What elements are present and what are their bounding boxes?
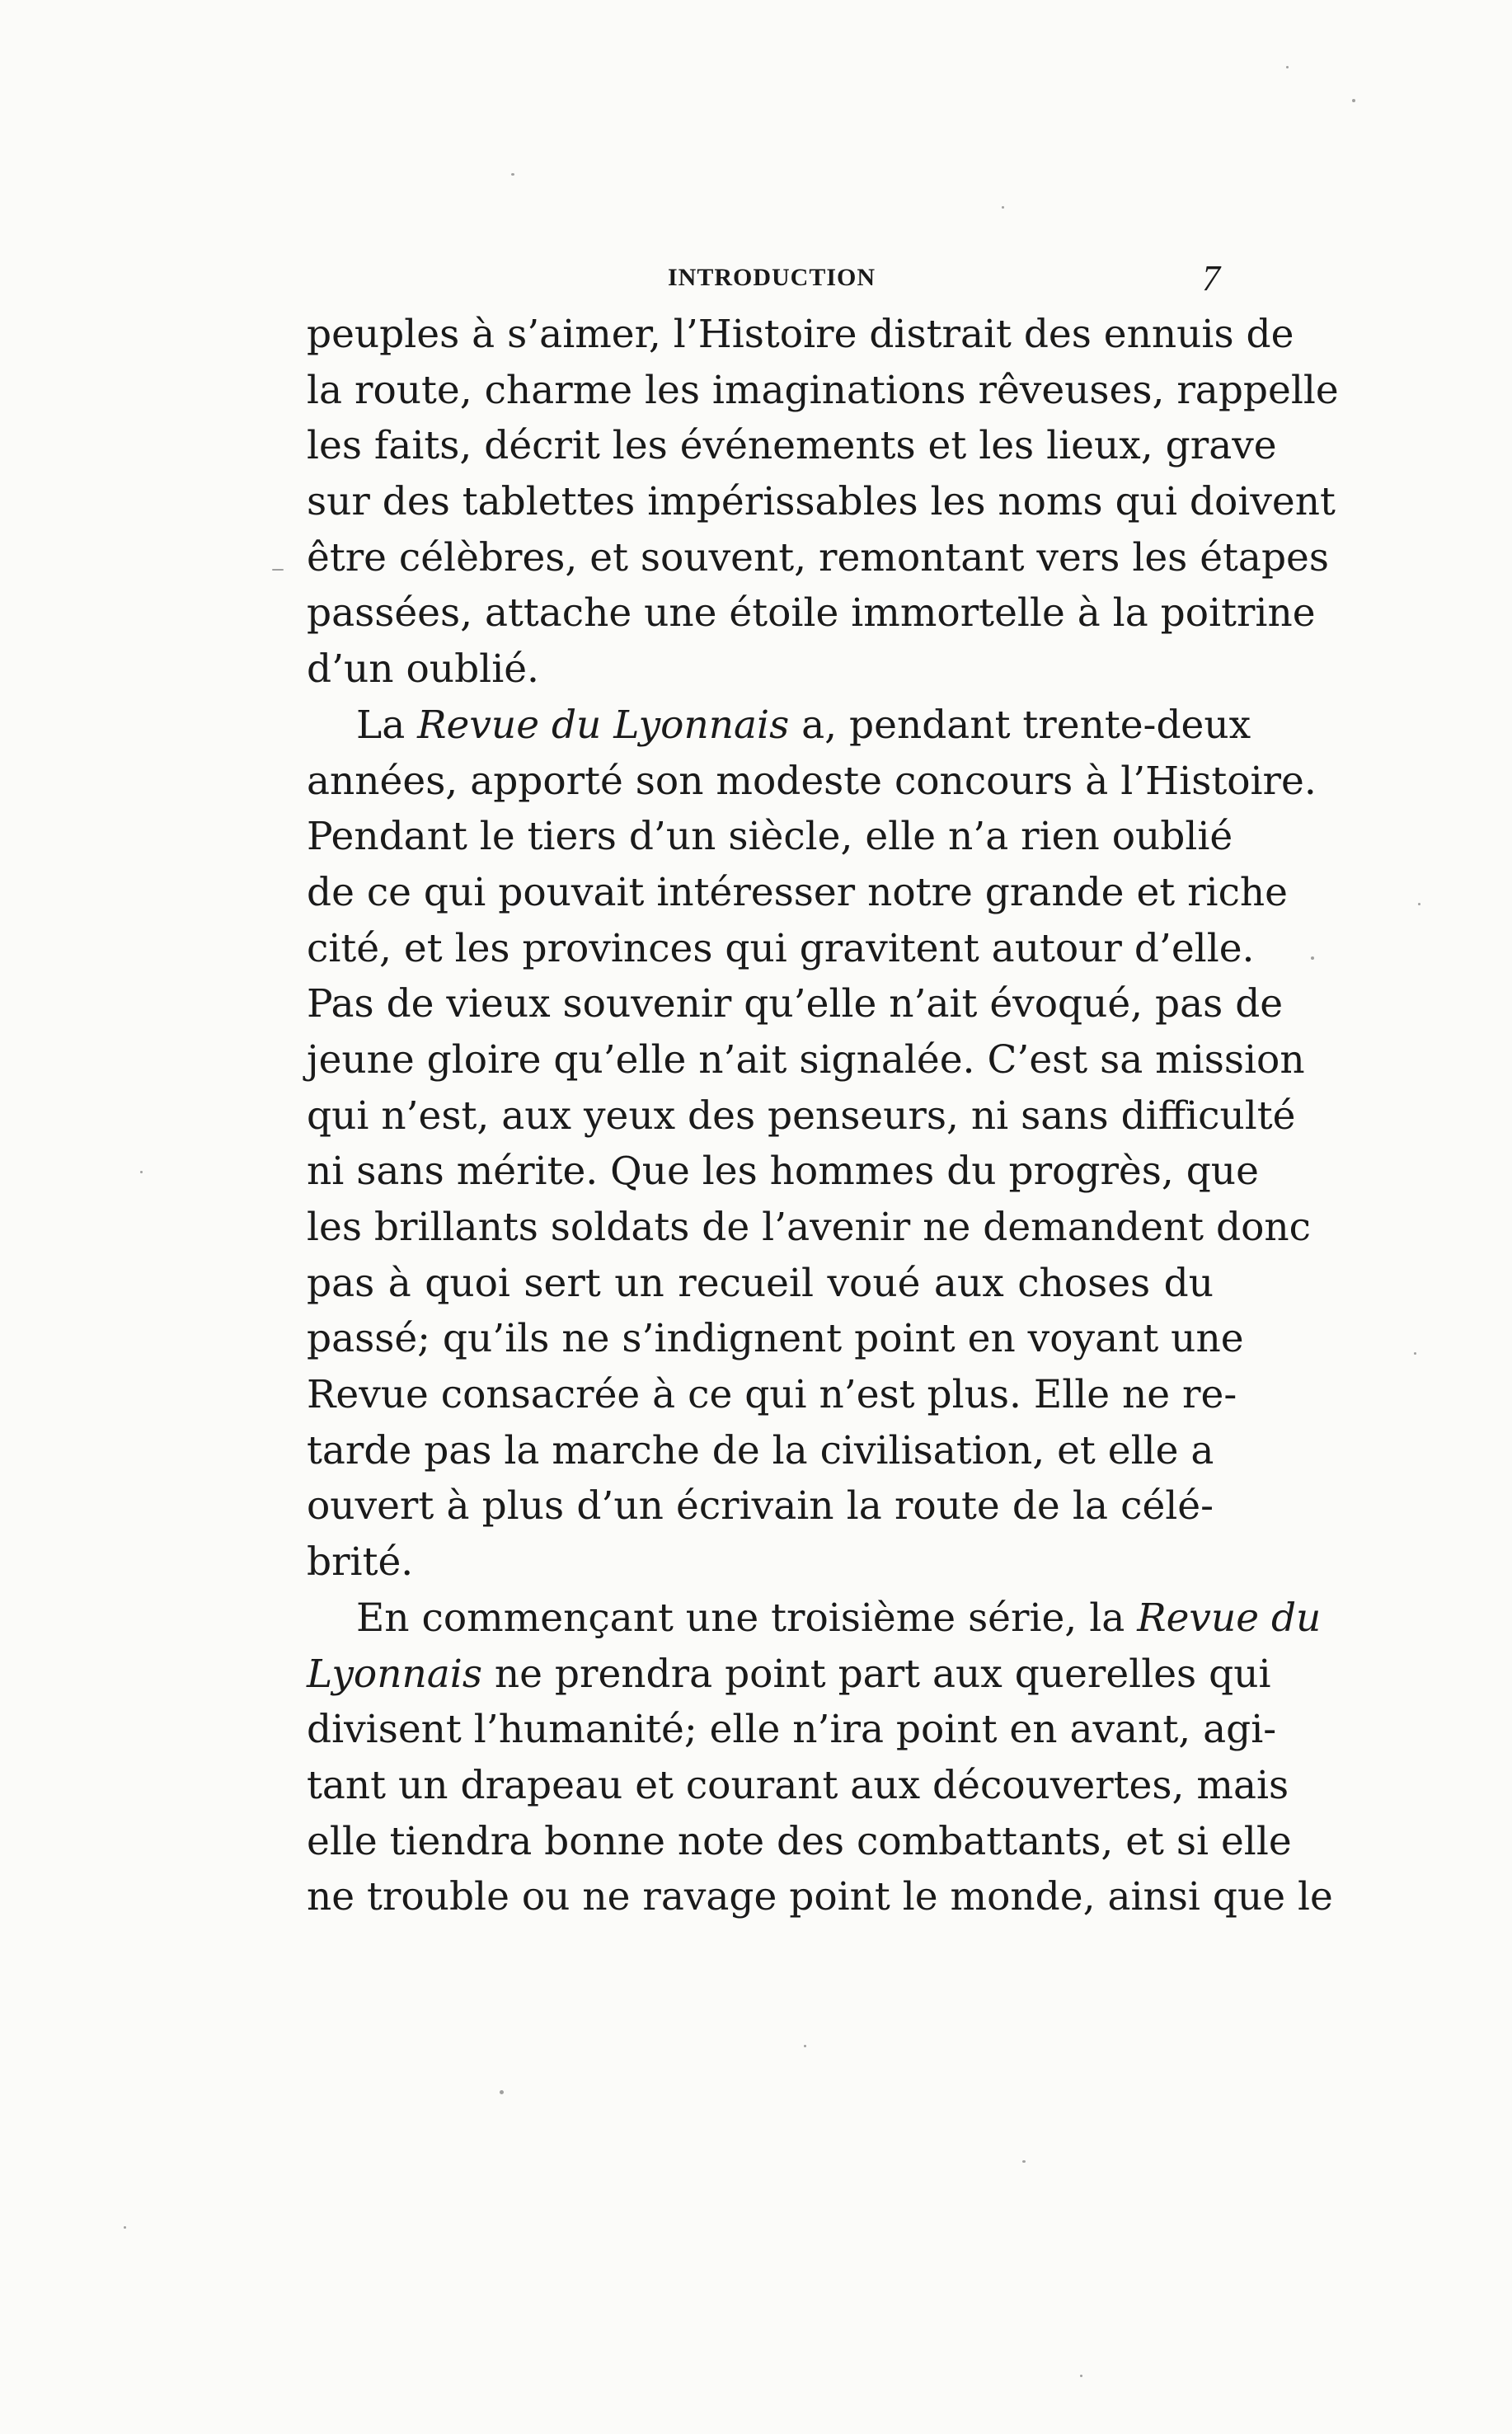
- text-line: [307, 698, 1251, 754]
- text-line: [307, 1144, 1259, 1200]
- text-line: [307, 418, 1277, 474]
- text-line: [307, 1423, 1214, 1479]
- text-run: elle tiendra bonne note des combattants, et si elle: [307, 1818, 1292, 1864]
- italic-text: Revue du Lyonnais: [417, 702, 790, 748]
- text-run: jeune gloire qu’elle n’ait signalée. C’est sa mission: [307, 1036, 1305, 1083]
- text-run: cité, et les provinces qui gravitent autour d’elle.: [307, 925, 1255, 971]
- text-run: ni sans mérite. Que les hommes du progrès, que: [307, 1149, 1259, 1195]
- text-line: [307, 1088, 1296, 1144]
- paper-speck: [1022, 2160, 1026, 2163]
- text-line: [307, 474, 1336, 530]
- text-run: années, apporté son modeste concours à l’Histoire.: [307, 758, 1317, 804]
- text-run: passé; qu’ils ne s’indignent point en voyant une: [307, 1316, 1244, 1362]
- text-run: ne trouble ou ne ravage point le monde, ainsi que le: [307, 1874, 1333, 1920]
- text-line: [307, 1032, 1305, 1088]
- text-line: [307, 1814, 1292, 1870]
- paper-speck: [1080, 2375, 1082, 2377]
- paper-speck: [272, 569, 284, 571]
- paper-speck: [1352, 99, 1355, 102]
- paper-speck: [804, 2045, 806, 2047]
- paper-speck: [1002, 206, 1004, 209]
- text-line: [307, 1647, 1271, 1703]
- paper-speck: [511, 173, 514, 176]
- paper-speck: [500, 2090, 504, 2094]
- text-run: ne prendra point part aux querelles qui: [481, 1651, 1271, 1697]
- text-run: a, pendant trente-deux: [789, 702, 1251, 748]
- text-line: [307, 585, 1316, 641]
- paper-speck: [1414, 1352, 1416, 1355]
- text-line: [307, 1478, 1214, 1534]
- text-line: [307, 921, 1255, 977]
- text-run: tant un drapeau et courant aux découvertes, mais: [307, 1762, 1289, 1808]
- running-title: INTRODUCTION: [668, 264, 876, 291]
- text-run: sur des tablettes impérissables les noms qui doivent: [307, 479, 1336, 525]
- body-text: [307, 307, 1339, 1925]
- paper-speck: [124, 2226, 126, 2229]
- text-run: les brillants soldats de l’avenir ne demandent donc: [307, 1205, 1311, 1250]
- text-run: Pendant le tiers d’un siècle, elle n’a rien oublié: [307, 814, 1233, 860]
- text-line: [307, 865, 1288, 921]
- paper-speck: [140, 1171, 143, 1173]
- text-run: ouvert à plus d’un écrivain la route de la célé-: [307, 1483, 1214, 1529]
- paper-speck: [1286, 66, 1289, 68]
- text-line: [307, 641, 1214, 698]
- text-line: [307, 754, 1317, 810]
- running-head: [305, 257, 1220, 307]
- text-line: [307, 530, 1329, 586]
- text-run: En commençant une troisième série, la: [356, 1595, 1138, 1641]
- paper-speck: [1311, 956, 1314, 960]
- text-line: [307, 307, 1294, 363]
- text-line: [307, 1758, 1289, 1814]
- text-line: [307, 1311, 1244, 1367]
- text-run: être célèbres, et souvent, remontant vers les étapes: [307, 534, 1329, 580]
- text-run: tarde pas la marche de la civilisation, et elle a: [307, 1427, 1214, 1473]
- text-run: la route, charme les imaginations rêveuses, rappelle: [307, 367, 1339, 413]
- italic-text: Lyonnais: [307, 1651, 482, 1697]
- text-line: [307, 1702, 1277, 1758]
- text-line: [307, 1256, 1214, 1312]
- text-line: [307, 1367, 1237, 1423]
- text-line: [307, 1534, 1214, 1591]
- text-run: les faits, décrit les événements et les lieux, grave: [307, 423, 1277, 469]
- text-run: divisent l’humanité; elle n’ira point en avant, agi-: [307, 1707, 1277, 1753]
- text-run: peuples à s’aimer, l’Histoire distrait des ennuis de: [307, 312, 1294, 357]
- text-run: brité.: [307, 1539, 414, 1586]
- text-line: [307, 1591, 1322, 1647]
- text-line: [307, 363, 1339, 419]
- text-line: [307, 809, 1233, 865]
- page-number: 7: [1202, 258, 1220, 298]
- paper-speck: [1418, 903, 1420, 905]
- text-line: [307, 976, 1284, 1032]
- text-run: de ce qui pouvait intéresser notre grande et riche: [307, 869, 1288, 915]
- italic-text: Revue du: [1137, 1595, 1322, 1641]
- text-run: qui n’est, aux yeux des penseurs, ni sans difficulté: [307, 1092, 1296, 1139]
- text-line: [307, 1869, 1333, 1925]
- text-run: Pas de vieux souvenir qu’elle n’ait évoqué, pas de: [307, 981, 1284, 1027]
- text-run: pas à quoi sert un recueil voué aux choses du: [307, 1260, 1214, 1306]
- text-run: d’un oublié.: [307, 646, 539, 693]
- text-run: passées, attache une étoile immortelle à la poitrine: [307, 590, 1316, 637]
- text-run: Revue consacrée à ce qui n’est plus. Elle ne re-: [307, 1372, 1237, 1418]
- text-run: La: [356, 702, 418, 748]
- text-line: [307, 1200, 1311, 1256]
